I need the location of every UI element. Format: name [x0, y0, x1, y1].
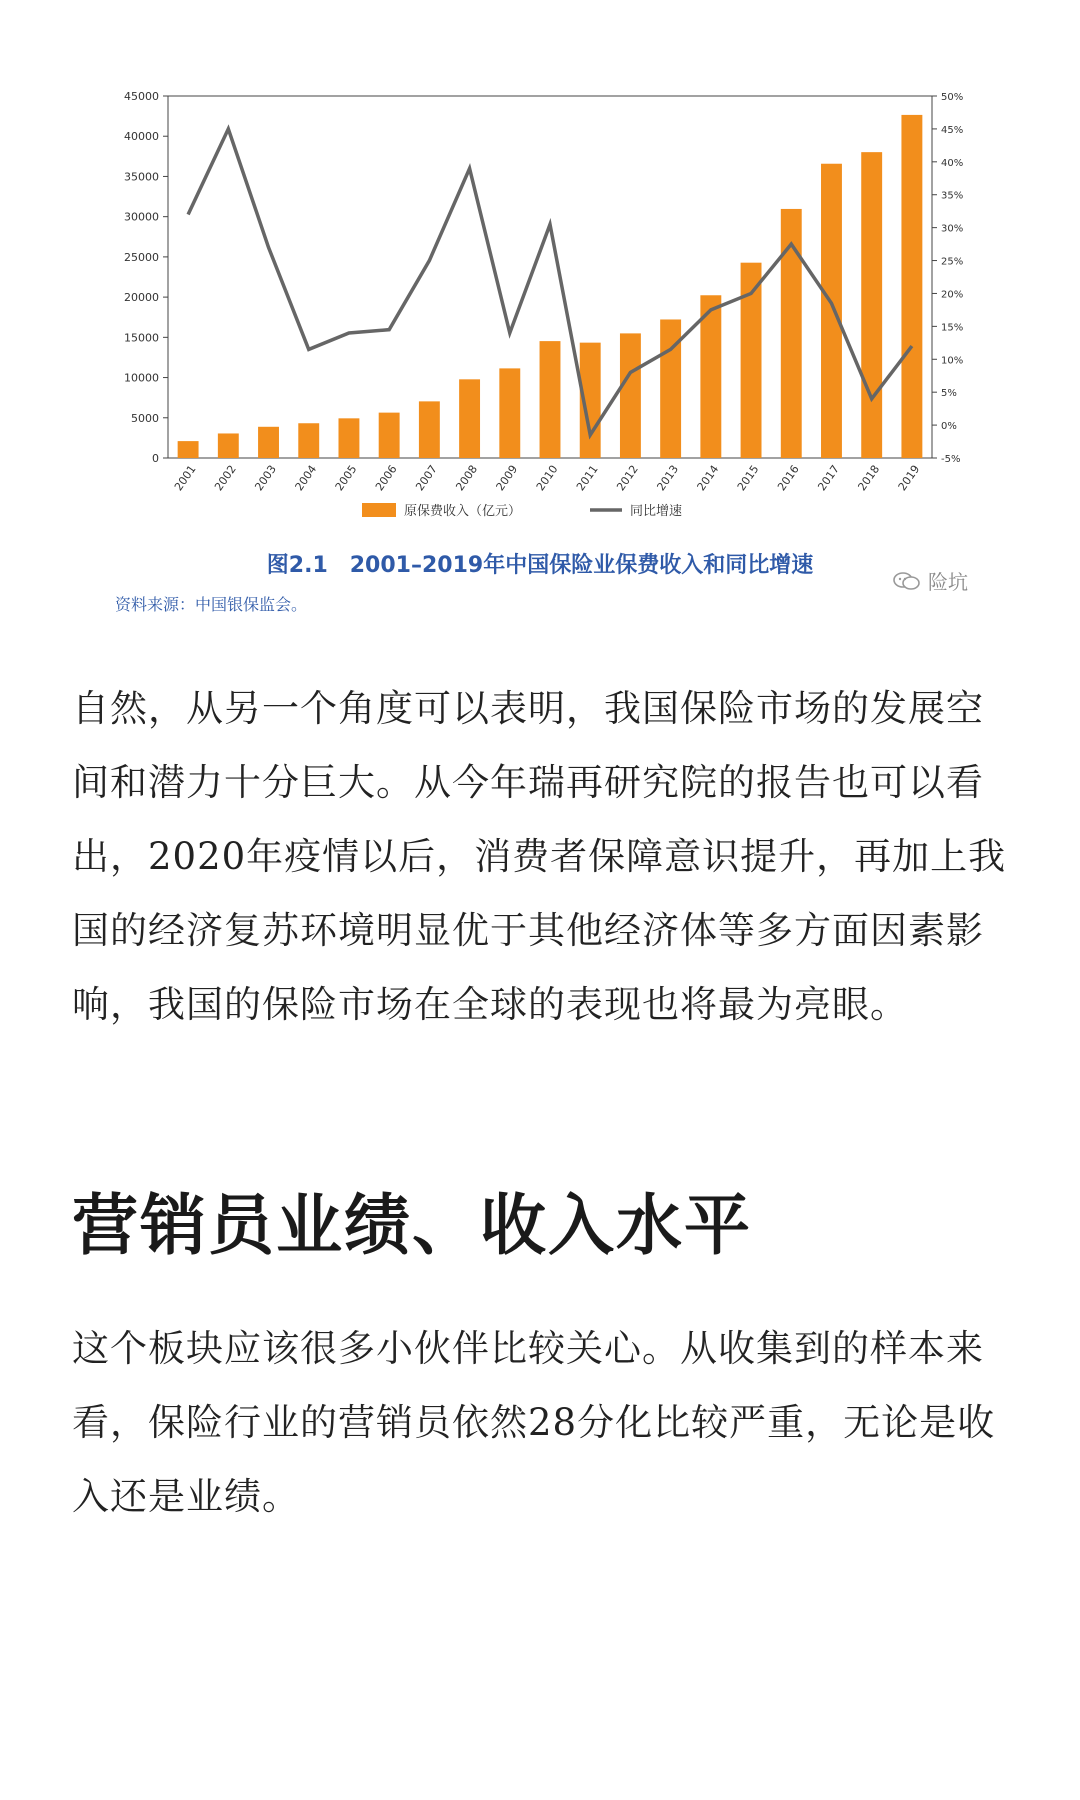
y-right-tick-label: 15% — [941, 322, 964, 334]
y-right-tick-label: 30% — [941, 223, 964, 235]
bar — [700, 295, 721, 458]
y-right-tick-label: 45% — [941, 124, 964, 136]
bar — [901, 115, 922, 458]
bar — [419, 401, 440, 458]
x-tick-label: 2007 — [413, 462, 440, 494]
x-tick-label: 2016 — [775, 462, 802, 494]
y-left-tick-label: 45000 — [124, 90, 159, 103]
x-tick-label: 2003 — [252, 462, 280, 494]
bar — [298, 423, 319, 458]
figure-caption: 图2.1 2001–2019年中国保险业保费收入和同比增速 — [266, 553, 814, 578]
x-tick-label: 2008 — [453, 462, 481, 494]
x-tick-label: 2018 — [855, 462, 883, 494]
x-tick-label: 2017 — [815, 462, 842, 494]
bar — [338, 418, 359, 458]
article-paragraph-1 — [72, 672, 1012, 1042]
x-tick-label: 2015 — [734, 462, 762, 494]
bar — [218, 433, 239, 458]
premium-chart — [0, 0, 1080, 640]
paragraph-text: 自然，从另一个角度可以表明，我国保险市场的发展空间和潜力十分巨大。从今年瑞再研究院的报告也可以看出，2020年疫情以后，消费者保障意识提升，再加上我国的经济复苏环境明显优于其他经济体等多方面因素影响，我国的保险市场在全球的表现也将最为亮眼。 — [72, 687, 1007, 1026]
bar — [540, 341, 561, 458]
bar — [178, 441, 199, 458]
x-tick-label: 2019 — [895, 462, 923, 494]
y-left-tick-label: 25000 — [124, 250, 159, 264]
x-tick-label: 2006 — [372, 462, 400, 494]
legend-label-bar: 原保费收入（亿元） — [404, 504, 522, 519]
y-left-tick-label: 20000 — [124, 291, 159, 305]
paragraph-text: 这个板块应该很多小伙伴比较关心。从收集到的样本来看，保险行业的营销员依然28分化比较严重，无论是收入还是业绩。 — [72, 1327, 996, 1518]
x-tick-label: 2012 — [614, 462, 641, 494]
x-tick-label: 2010 — [533, 462, 561, 494]
y-right-tick-label: 20% — [941, 289, 964, 301]
chart-figure — [0, 0, 1080, 640]
bar — [821, 164, 842, 458]
wechat-icon — [892, 571, 922, 591]
y-left-tick-label: 40000 — [124, 130, 159, 144]
y-left-tick-label: 0 — [152, 452, 159, 465]
y-right-tick-label: 10% — [941, 355, 964, 367]
watermark — [892, 566, 968, 595]
y-left-tick-label: 30000 — [124, 210, 159, 224]
y-left-tick-label: 10000 — [124, 371, 159, 385]
bar — [258, 427, 279, 458]
legend-swatch-bar — [362, 503, 396, 517]
bar — [861, 152, 882, 458]
x-tick-label: 2001 — [171, 462, 199, 494]
bar — [379, 413, 400, 458]
y-right-tick-label: 35% — [941, 190, 964, 202]
x-tick-label: 2009 — [493, 462, 521, 494]
x-tick-label: 2002 — [212, 462, 239, 494]
y-right-tick-label: 50% — [941, 92, 964, 103]
section-heading: 营销员业绩、收入水平 — [72, 1186, 752, 1264]
y-left-tick-label: 15000 — [124, 331, 159, 345]
y-left-tick-label: 35000 — [124, 170, 159, 184]
x-tick-label: 2013 — [654, 462, 682, 494]
x-tick-label: 2014 — [694, 462, 722, 494]
article-paragraph-2 — [72, 1312, 1012, 1534]
legend-label-line: 同比增速 — [630, 504, 683, 519]
x-tick-label: 2011 — [573, 462, 601, 494]
bar — [499, 368, 520, 458]
bar — [620, 333, 641, 458]
y-right-tick-label: -5% — [941, 454, 961, 465]
bar — [459, 379, 480, 458]
y-left-tick-label: 5000 — [131, 411, 159, 425]
watermark-text: 险坑 — [928, 570, 968, 594]
x-tick-label: 2004 — [292, 462, 320, 494]
y-right-tick-label: 25% — [941, 256, 964, 268]
y-right-tick-label: 0% — [941, 421, 957, 433]
figure-source: 资料来源：中国银保监会。 — [115, 595, 308, 614]
y-right-tick-label: 40% — [941, 157, 964, 169]
y-right-tick-label: 5% — [941, 388, 957, 400]
x-tick-label: 2005 — [332, 462, 360, 494]
